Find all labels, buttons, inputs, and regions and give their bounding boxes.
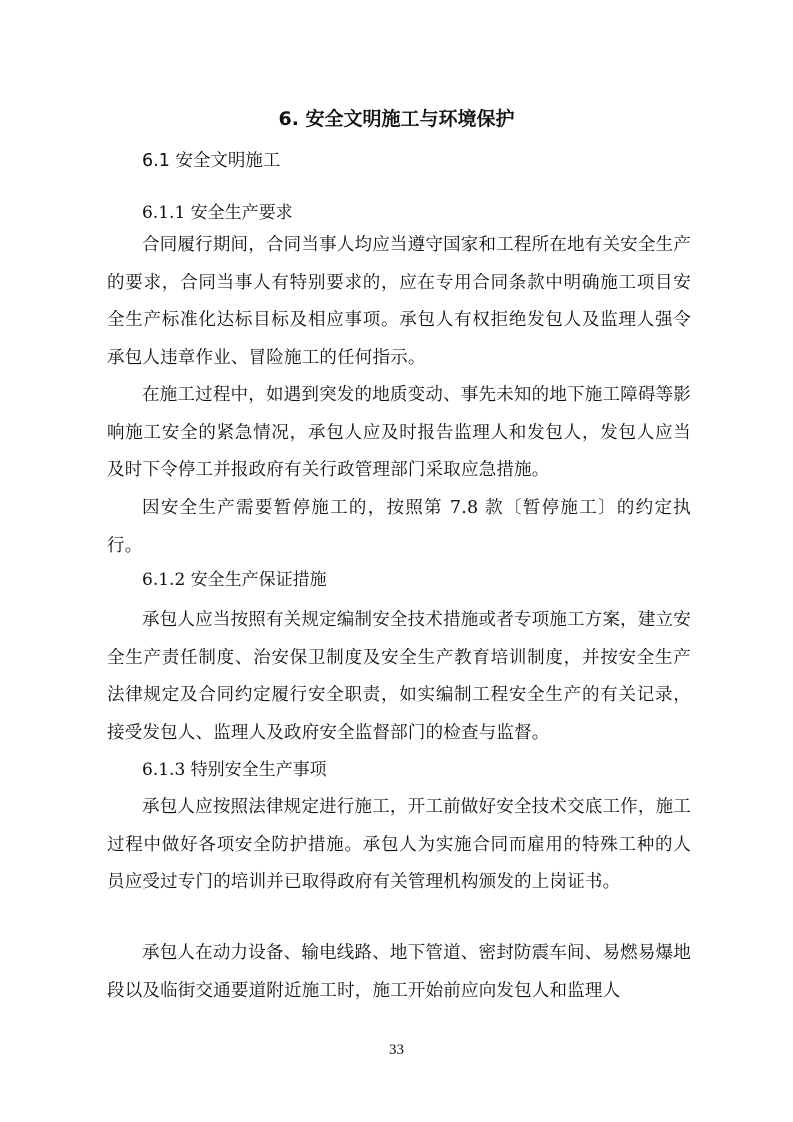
section-heading-6-1: 6.1 安全文明施工: [142, 151, 281, 171]
subsection-heading-6-1-3: 6.1.3 特别安全生产事项: [142, 760, 327, 780]
paragraph-6-1-1-a: 合同履行期间，合同当事人均应当遵守国家和工程所在地有关安全生产的要求，合同当事人有特别要求的，应在专用合同条款中明确施工项目安全生产标准化达标目标及相应事项。承包人有权拒绝发包人及监理人强令承包人违章作业、冒险施工的任何指示。: [107, 235, 691, 368]
paragraph-6-1-3-b: 承包人在动力设备、输电线路、地下管道、密封防震车间、易燃易爆地段以及临街交通要道附近施工时，施工开始前应向发包人和监理人: [107, 943, 691, 1001]
paragraph-6-1-2-a: 承包人应当按照有关规定编制安全技术措施或者专项施工方案，建立安全生产责任制度、治安保卫制度及安全生产教育培训制度，并按安全生产法律规定及合同约定履行安全职责，如实编制工程安全生产的有关记录，接受发包人、监理人及政府安全监督部门的检查与监督。: [107, 610, 691, 743]
paragraph-6-1-1-c: 因安全生产需要暂停施工的，按照第 7.8 款〔暂停施工〕的约定执行。: [107, 498, 691, 556]
subsection-heading-6-1-1: 6.1.1 安全生产要求: [142, 203, 293, 223]
paragraph-6-1-1-b: 在施工过程中，如遇到突发的地质变动、事先未知的地下施工障碍等影响施工安全的紧急情况，承包人应及时报告监理人和发包人，发包人应当及时下令停工并报政府有关行政管理部门采取应急措施。: [107, 385, 691, 481]
chapter-title: 6. 安全文明施工与环境保护: [278, 108, 515, 130]
paragraph-6-1-3-a: 承包人应按照法律规定进行施工，开工前做好安全技术交底工作，施工过程中做好各项安全防护措施。承包人为实施合同而雇用的特殊工种的人员应受过专门的培训并已取得政府有关管理机构颁发的上岗证书。: [107, 797, 691, 893]
page-number: 33: [389, 1042, 404, 1058]
subsection-heading-6-1-2: 6.1.2 安全生产保证措施: [142, 570, 327, 590]
